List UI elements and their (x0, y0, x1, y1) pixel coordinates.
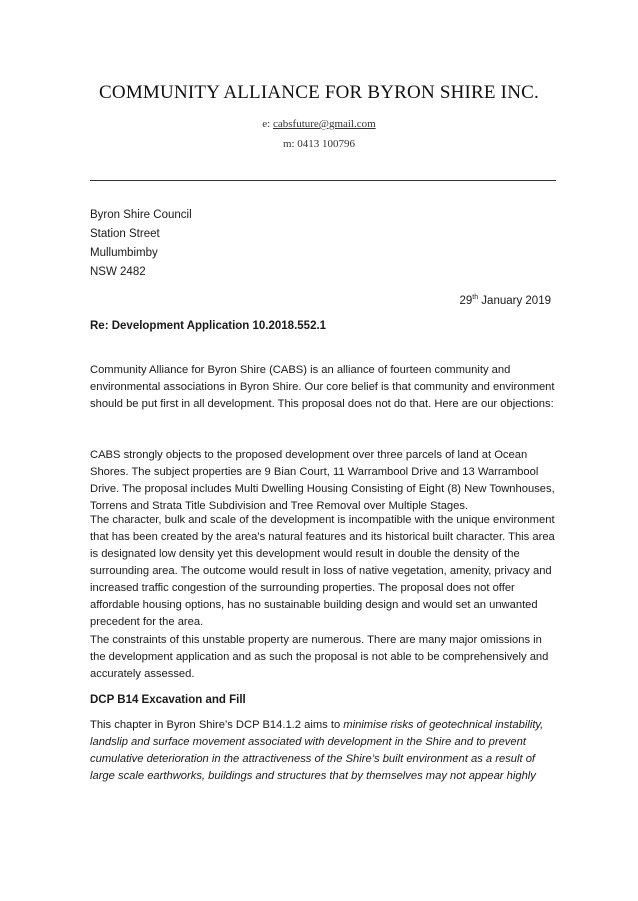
subject-line: Re: Development Application 10.2018.552.1 (90, 320, 327, 332)
contact-email (0, 118, 638, 130)
address-line-4: NSW 2482 (90, 266, 146, 278)
paragraph-introduction: Community Alliance for Byron Shire (CABS) is an alliance of fourteen community and environmental associations in Byron Shire. Our core belief is that community and environment should be put first in all development. This proposal does not do that. Here are our objections: (90, 364, 555, 410)
paragraph-character: The character, bulk and scale of the development is incompatible with the unique environment that has been created by the area’s natural features and its historical built character. This area is designated low density yet this development would result in double the density of the surrounding area. The outcome would result in loss of native vegetation, amenity, privacy and increased traffic congestion of the surrounding properties. The proposal does not offer affordable housing options, has no sustainable building design and would set an unwanted precedent for the area. (90, 514, 555, 628)
paragraph-objection: CABS strongly objects to the proposed development over three parcels of land at Ocean Shores. The subject properties are 9 Bian Court, 11 Warrambool Drive and 13 Warrambool Drive. The proposal includes Multi Dwelling Housing Consisting of Eight (8) New Townhouses, Torrens and Strata Title Subdivision and Tree Removal over Multiple Stages. (90, 449, 555, 512)
dcp-quoted-text: minimise risks of geotechnical instability, landslip and surface movement associated with development in the Shire and to prevent cumulative deterioration in the attractiveness of the Shire’s built environment as a result of large scale earthworks, buildings and structures that by themselves may not appear highly (90, 719, 544, 782)
paragraph-constraints: The constraints of this unstable property are numerous. There are many major omissions in the development application and as such the proposal is not able to be comprehensively and accurately assessed. (90, 634, 549, 680)
date-month-year: January 2019 (478, 294, 551, 307)
header-divider (90, 180, 556, 181)
email-link[interactable]: cabsfuture@gmail.com (273, 118, 376, 130)
dcp-lead-text: This chapter in Byron Shire’s DCP B14.1.2 aims to (90, 719, 344, 731)
recipient-address (90, 206, 192, 282)
address-line-3: Mullumbimby (90, 247, 158, 259)
address-line-1: Byron Shire Council (90, 209, 192, 221)
organisation-name: COMMUNITY ALLIANCE FOR BYRON SHIRE INC. (99, 82, 539, 103)
email-prefix: e: (262, 118, 273, 130)
contact-phone: m: 0413 100796 (282, 138, 356, 150)
paragraph-dcp-b14 (90, 717, 556, 785)
address-line-2: Station Street (90, 228, 160, 240)
section-heading: DCP B14 Excavation and Fill (90, 694, 246, 706)
letter-date (459, 294, 551, 307)
date-suffix: th (472, 294, 479, 301)
date-day: 29 (459, 294, 473, 307)
